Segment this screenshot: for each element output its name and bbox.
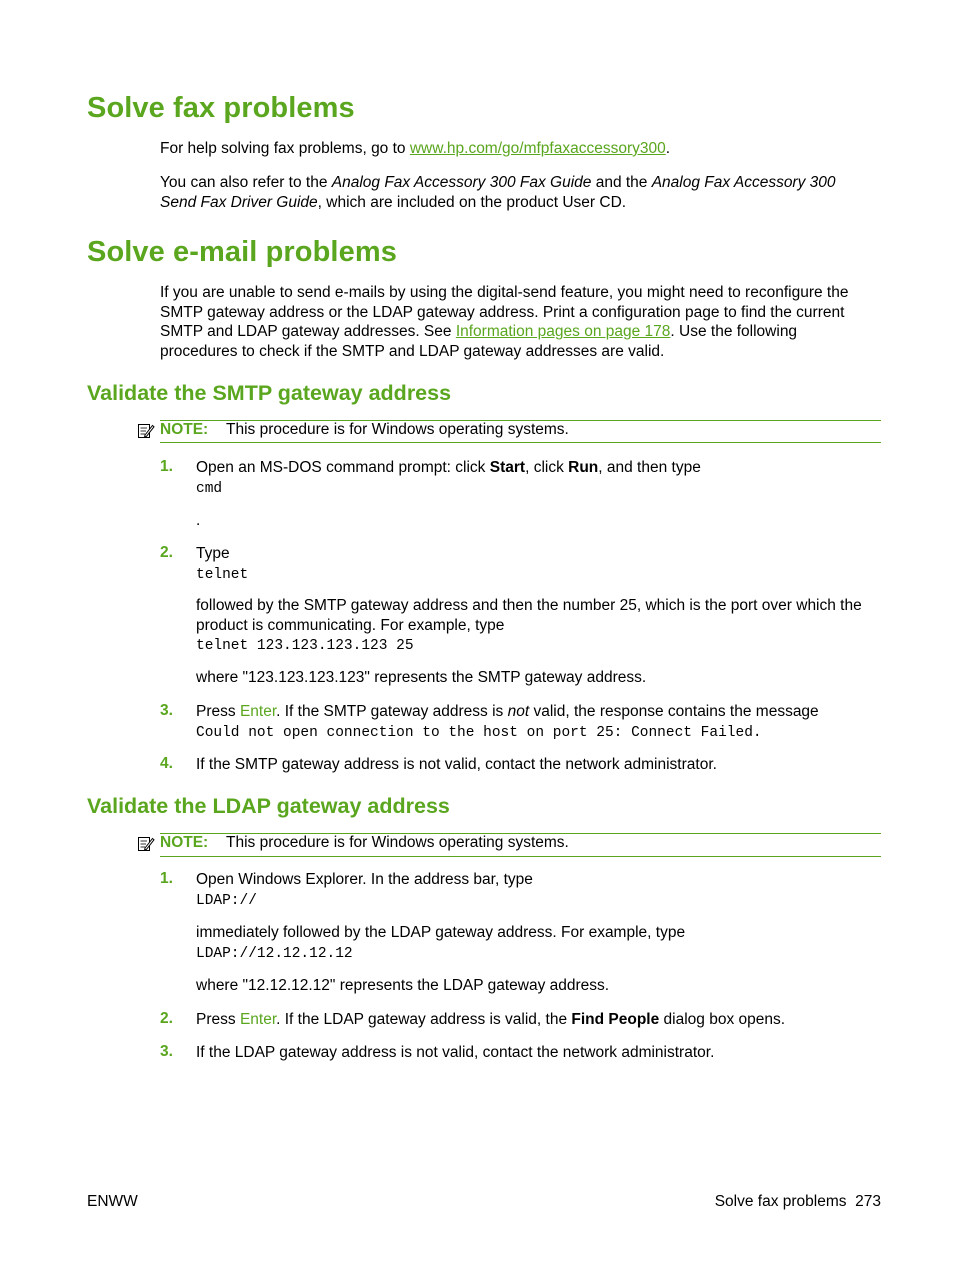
text: , which are included on the product User CD. [317, 193, 627, 211]
note-rule-bottom [160, 856, 881, 857]
ldap-step-2 [196, 1010, 896, 1030]
step-number: 4. [160, 755, 173, 772]
text: product is communicating. For example, type [196, 616, 505, 634]
text: Type [196, 545, 230, 562]
text: . [665, 140, 671, 157]
text: , click [525, 459, 569, 476]
code-telnet-example: telnet 123.123.123.123 25 [196, 638, 414, 654]
heading-validate-ldap: Validate the LDAP gateway address [87, 794, 450, 818]
enter-key-label: Enter [239, 703, 277, 720]
text: procedures to check if the SMTP and LDAP gateway addresses are valid. [160, 342, 665, 360]
smtp-step-4: If the SMTP gateway address is not valid, contact the network administrator. [196, 756, 717, 773]
text: . If the LDAP gateway address is valid, the [276, 1011, 572, 1028]
fax-paragraph-1 [160, 139, 890, 159]
ldap-step-1-where: where "12.12.12.12" represents the LDAP gateway address. [196, 977, 610, 994]
information-pages-link[interactable]: Information pages on page 178 [455, 323, 671, 340]
fax-guide-title: Analog Fax Accessory 300 Fax Guide [331, 174, 592, 191]
smtp-step-2 [196, 544, 896, 585]
text: If you are unable to send e-mails by using the digital-send feature, you might need to reconfigure the [160, 284, 849, 301]
ldap-step-3: If the LDAP gateway address is not valid, contact the network administrator. [196, 1044, 715, 1061]
fax-accessory-link[interactable]: www.hp.com/go/mfpfaxaccessory300 [409, 140, 666, 157]
text: Press [196, 1011, 240, 1028]
note-pencil-icon [137, 835, 155, 853]
text: dialog box opens. [659, 1011, 786, 1028]
driver-guide-title: Analog Fax Accessory 300 [651, 174, 836, 191]
note-label: NOTE: [160, 421, 209, 438]
note-text: This procedure is for Windows operating systems. [226, 421, 569, 438]
footer-right [715, 1193, 881, 1211]
step-number: 3. [160, 702, 173, 719]
text: Open an MS-DOS command prompt: click [196, 459, 490, 476]
step-number: 2. [160, 544, 173, 561]
ldap-step-1-detail [196, 923, 896, 964]
text: , and then type [598, 459, 701, 476]
text: valid, the response contains the message [529, 703, 819, 720]
code-telnet: telnet [196, 566, 249, 583]
enter-key-label: Enter [239, 1011, 277, 1028]
code-error-message: Could not open connection to the host on port 25: Connect Failed. [196, 724, 762, 741]
email-paragraph [160, 283, 890, 361]
heading-solve-fax-problems: Solve fax problems [87, 92, 355, 124]
text: Press [196, 703, 240, 720]
text: SMTP gateway address or the LDAP gateway address. Print a configuration page to find the current [160, 303, 845, 321]
footer-left: ENWW [87, 1193, 138, 1210]
step-number: 1. [160, 458, 173, 475]
text: . Use the following [670, 323, 798, 340]
start-label: Start [489, 459, 526, 476]
ldap-step-1 [196, 870, 896, 911]
text: and the [591, 174, 652, 191]
code-cmd: cmd [196, 480, 223, 497]
driver-guide-title: Send Fax Driver Guide [160, 193, 318, 211]
step-number: 2. [160, 1010, 173, 1027]
smtp-step-1 [196, 458, 896, 499]
text: Open Windows Explorer. In the address bar, type [196, 871, 533, 888]
fax-paragraph-2 [160, 173, 890, 212]
smtp-step-1-after: . [196, 512, 201, 529]
note-pencil-icon [137, 422, 155, 440]
text: . If the SMTP gateway address is [276, 703, 508, 720]
heading-validate-smtp: Validate the SMTP gateway address [87, 381, 452, 405]
text: immediately followed by the LDAP gateway address. For example, type [196, 924, 686, 941]
step-number: 3. [160, 1043, 173, 1060]
text: followed by the SMTP gateway address and then the number 25, which is the port over which the [196, 597, 862, 614]
find-people-label: Find People [571, 1011, 660, 1028]
footer-section-title: Solve fax problems [714, 1193, 847, 1210]
note-rule-bottom [160, 442, 881, 443]
heading-solve-email-problems: Solve e-mail problems [87, 236, 397, 268]
note-label: NOTE: [160, 834, 209, 851]
smtp-step-2-detail [196, 596, 896, 657]
text: not [507, 703, 530, 720]
code-ldap-example: LDAP://12.12.12.12 [196, 945, 353, 962]
smtp-step-3 [196, 702, 896, 743]
step-number: 1. [160, 870, 173, 887]
smtp-step-2-where: where "123.123.123.123" represents the SMTP gateway address. [196, 669, 647, 686]
note-text: This procedure is for Windows operating systems. [226, 834, 569, 851]
page-number: 273 [855, 1193, 881, 1210]
text: You can also refer to the [160, 174, 332, 191]
text: SMTP and LDAP gateway addresses. See [160, 323, 456, 340]
code-ldap-prefix: LDAP:// [196, 892, 257, 909]
run-label: Run [568, 459, 599, 476]
text: For help solving fax problems, go to [160, 140, 410, 157]
